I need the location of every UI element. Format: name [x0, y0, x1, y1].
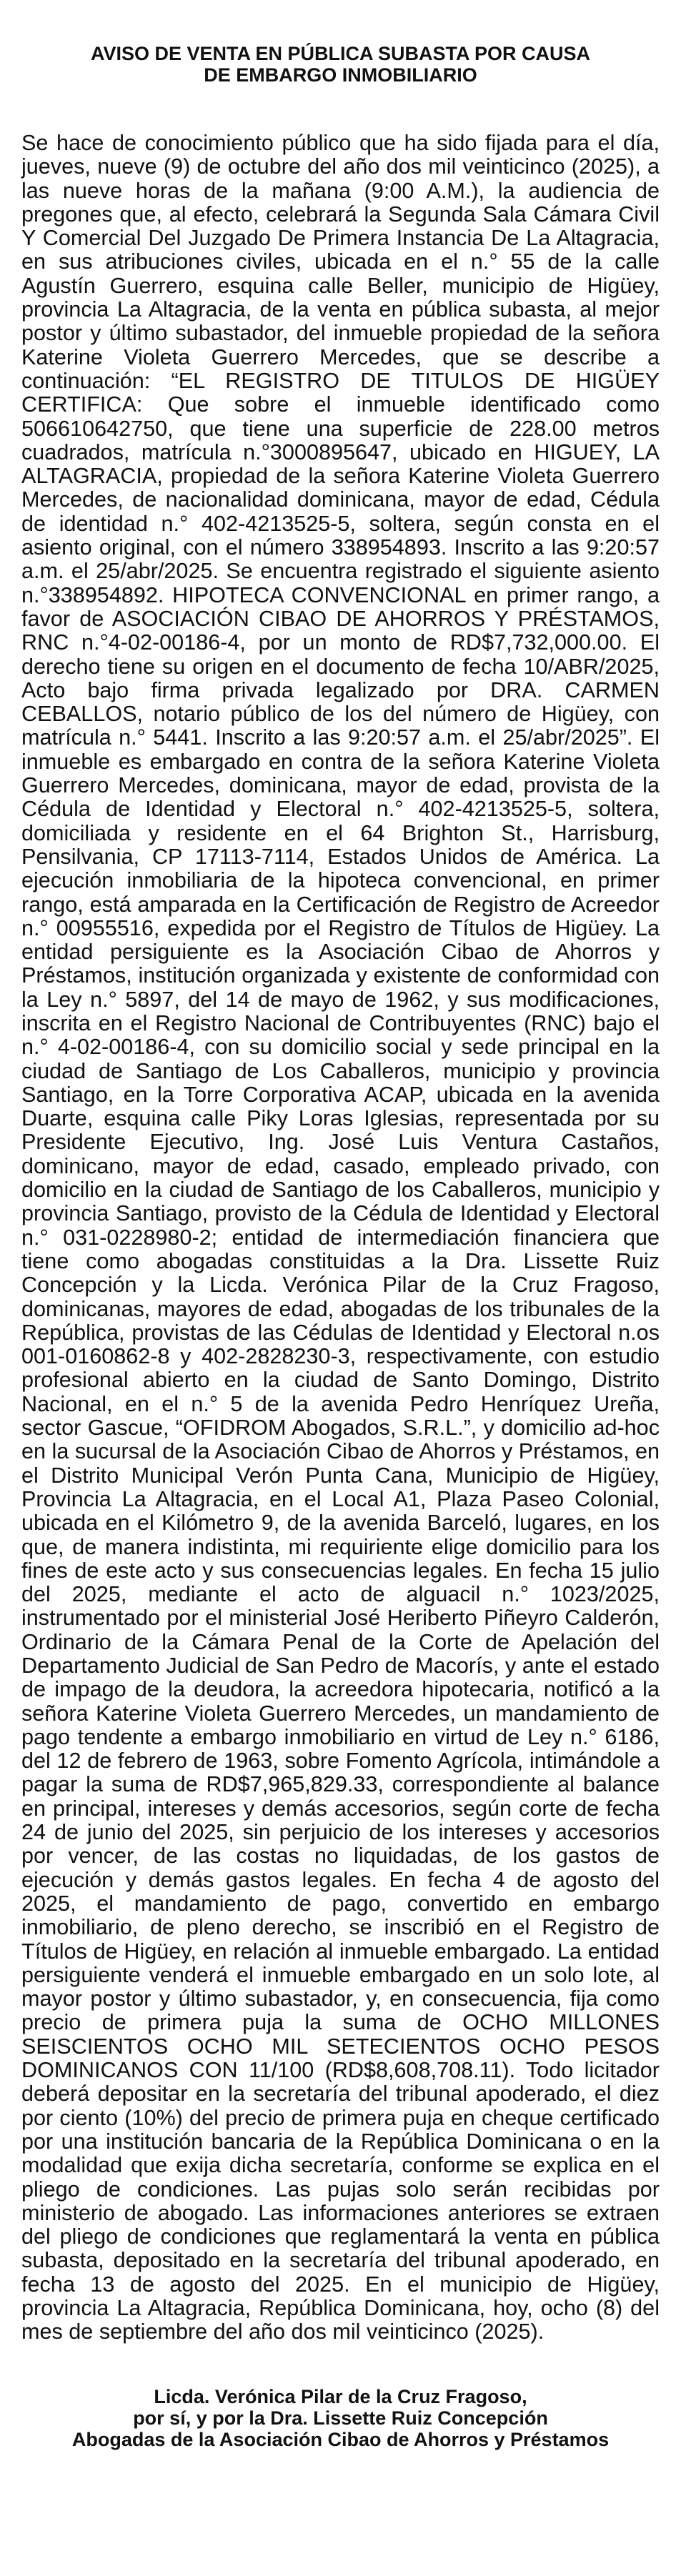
signature-line-2: por sí, y por la Dra. Lissette Ruiz Concepción	[133, 2407, 548, 2429]
notice-title	[21, 43, 660, 86]
notice-body: Se hace de conocimiento público que ha sido fijada para el día, jueves, nueve (9) de octubre del año dos mil veinticinco (2025), a las nueve horas de la mañana (9:00 A.M.), la audiencia de pregones que, al efecto, celebrará la Segunda Sala Cámara Civil Y Comercial Del Juzgado De Primera Instancia De La Altagracia, en sus atribuciones civiles, ubicada en el n.° 55 de la calle Agustín Guerrero, esquina calle Beller, municipio de Higüey, provincia La Altagracia, de la venta en pública subasta, al mejor postor y último subastador, del inmueble propiedad de la señora Katerine Violeta Guerrero Mercedes, que se describe a continuación: “EL REGISTRO DE TITULOS DE HIGÜEY CERTIFICA: Que sobre el inmueble identificado como 506610642750, que tiene una superficie de 228.00 metros cuadrados, matrícula n.°3000895647, ubicado en HIGUEY, LA ALTAGRACIA, propiedad de la señora Katerine Violeta Guerrero Mercedes, de nacionalidad dominicana, mayor de edad, Cédula de identidad n.° 402-4213525-5, soltera, según consta en el asiento original, con el número 338954893. Inscrito a las 9:20:57 a.m. el 25/abr/2025. Se encuentra registrado el siguiente asiento n.°338954892. HIPOTECA CONVENCIONAL en primer rango, a favor de ASOCIACIÓN CIBAO DE AHORROS Y PRÉSTAMOS, RNC n.°4-02-00186-4, por un monto de RD$7,732,000.00. El derecho tiene su origen en el documento de fecha 10/ABR/2025, Acto bajo firma privada legalizado por DRA. CARMEN CEBALLOS, notario público de los del número de Higüey, con matrícula n.° 5441. Inscrito a las 9:20:57 a.m. el 25/abr/2025”. El inmueble es embargado en contra de la señora Katerine Violeta Guerrero Mercedes, dominicana, mayor de edad, provista de la Cédula de Identidad y Electoral n.° 402-4213525-5, soltera, domiciliada y residente en el 64 Brighton St., Harrisburg, Pensilvania, CP 17113-7114, Estados Unidos de América. La ejecución inmobiliaria de la hipoteca convencional, en primer rango, está amparada en la Certificación de Registro de Acreedor n.° 00955516, expedida por el Registro de Títulos de Higüey. La entidad persiguiente es la Asociación Cibao de Ahorros y Préstamos, institución organizada y existente de conformidad con la Ley n.° 5897, del 14 de mayo de 1962, y sus modificaciones, inscrita en el Registro Nacional de Contribuyentes (RNC) bajo el n.° 4-02-00186-4, con su domicilio social y sede principal en la ciudad de Santiago de Los Caballeros, municipio y provincia Santiago, en la Torre Corporativa ACAP, ubicada en la avenida Duarte, esquina calle Piky Loras Iglesias, representada por su Presidente Ejecutivo, Ing. José Luis Ventura Castaños, dominicano, mayor de edad, casado, empleado privado, con domicilio en la ciudad de Santiago de los Caballeros, municipio y provincia Santiago, provisto de la Cédula de Identidad y Electoral n.° 031-0228980-2; entidad de intermediación financiera que tiene como abogadas constituidas a la Dra. Lissette Ruiz Concepción y la Licda. Verónica Pilar de la Cruz Fragoso, dominicanas, mayores de edad, abogadas de los tribunales de la República, provistas de las Cédulas de Identidad y Electoral n.os 001-0160862-8 y 402-2828230-3, respectivamente, con estudio profesional abierto en la ciudad de Santo Domingo, Distrito Nacional, en el n.° 5 de la avenida Pedro Henríquez Ureña, sector Gascue, “OFIDROM Abogados, S.R.L.”, y domicilio ad-hoc en la sucursal de la Asociación Cibao de Ahorros y Préstamos, en el Distrito Municipal Verón Punta Cana, Municipio de Higüey, Provincia La Altagracia, en el Local A1, Plaza Paseo Colonial, ubicada en el Kilómetro 9, de la avenida Barceló, lugares, en los que, de manera indistinta, mi requiriente elige domicilio para los fines de este acto y sus consecuencias legales. En fecha 15 julio del 2025, mediante el acto de alguacil n.° 1023/2025, instrumentado por el ministerial José Heriberto Piñeyro Calderón, Ordinario de la Cámara Penal de la Corte de Apelación del Departamento Judicial de San Pedro de Macorís, y ante el estado de impago de la deudora, la acreedora hipotecaria, notificó a la señora Katerine Violeta Guerrero Mercedes, un mandamiento de pago tendente a embargo inmobiliario en virtud de Ley n.° 6186, del 12 de febrero de 1963, sobre Fomento Agrícola, intimándole a pagar la suma de RD$7,965,829.33, correspondiente al balance en principal, intereses y demás accesorios, según corte de fecha 24 de junio del 2025, sin perjuicio de los intereses y accesorios por vencer, de las costas no liquidadas, de los gastos de ejecución y demás gastos legales. En fecha 4 de agosto del 2025, el mandamiento de pago, convertido en embargo inmobiliario, de pleno derecho, se inscribió en el Registro de Títulos de Higüey, en relación al inmueble embargado. La entidad persiguiente venderá el inmueble embargado en un solo lote, al mayor postor y último subastador, y, en consecuencia, fija como precio de primera puja la suma de OCHO MILLONES SEISCIENTOS OCHO MIL SETECIENTOS OCHO PESOS DOMINICANOS CON 11/100 (RD$8,608,708.11). Todo licitador deberá depositar en la secretaría del tribunal apoderado, el diez por ciento (10%) del precio de primera puja en cheque certificado por una institución bancaria de la República Dominicana o en la modalidad que exija dicha secretaría, conforme se explica en el pliego de condiciones. Las pujas solo serán recibidas por ministerio de abogado. Las informaciones anteriores se extraen del pliego de condiciones que reglamentará la venta en pública subasta, depositado en la secretaría del tribunal apoderado, en fecha 13 de agosto del 2025. En el municipio de Higüey, provincia La Altagracia, República Dominicana, hoy, ocho (8) del mes de septiembre del año dos mil veinticinco (2025).	[21, 131, 660, 2344]
signature-line-1: Licda. Verónica Pilar de la Cruz Fragoso,	[154, 2385, 527, 2407]
signature-block	[21, 2386, 660, 2450]
notice-title-line-2: DE EMBARGO INMOBILIARIO	[204, 64, 477, 86]
signature-line-3: Abogadas de la Asociación Cibao de Ahorros y Préstamos	[71, 2428, 610, 2450]
notice-title-line-1: AVISO DE VENTA EN PÚBLICA SUBASTA POR CAUSA	[90, 43, 591, 64]
